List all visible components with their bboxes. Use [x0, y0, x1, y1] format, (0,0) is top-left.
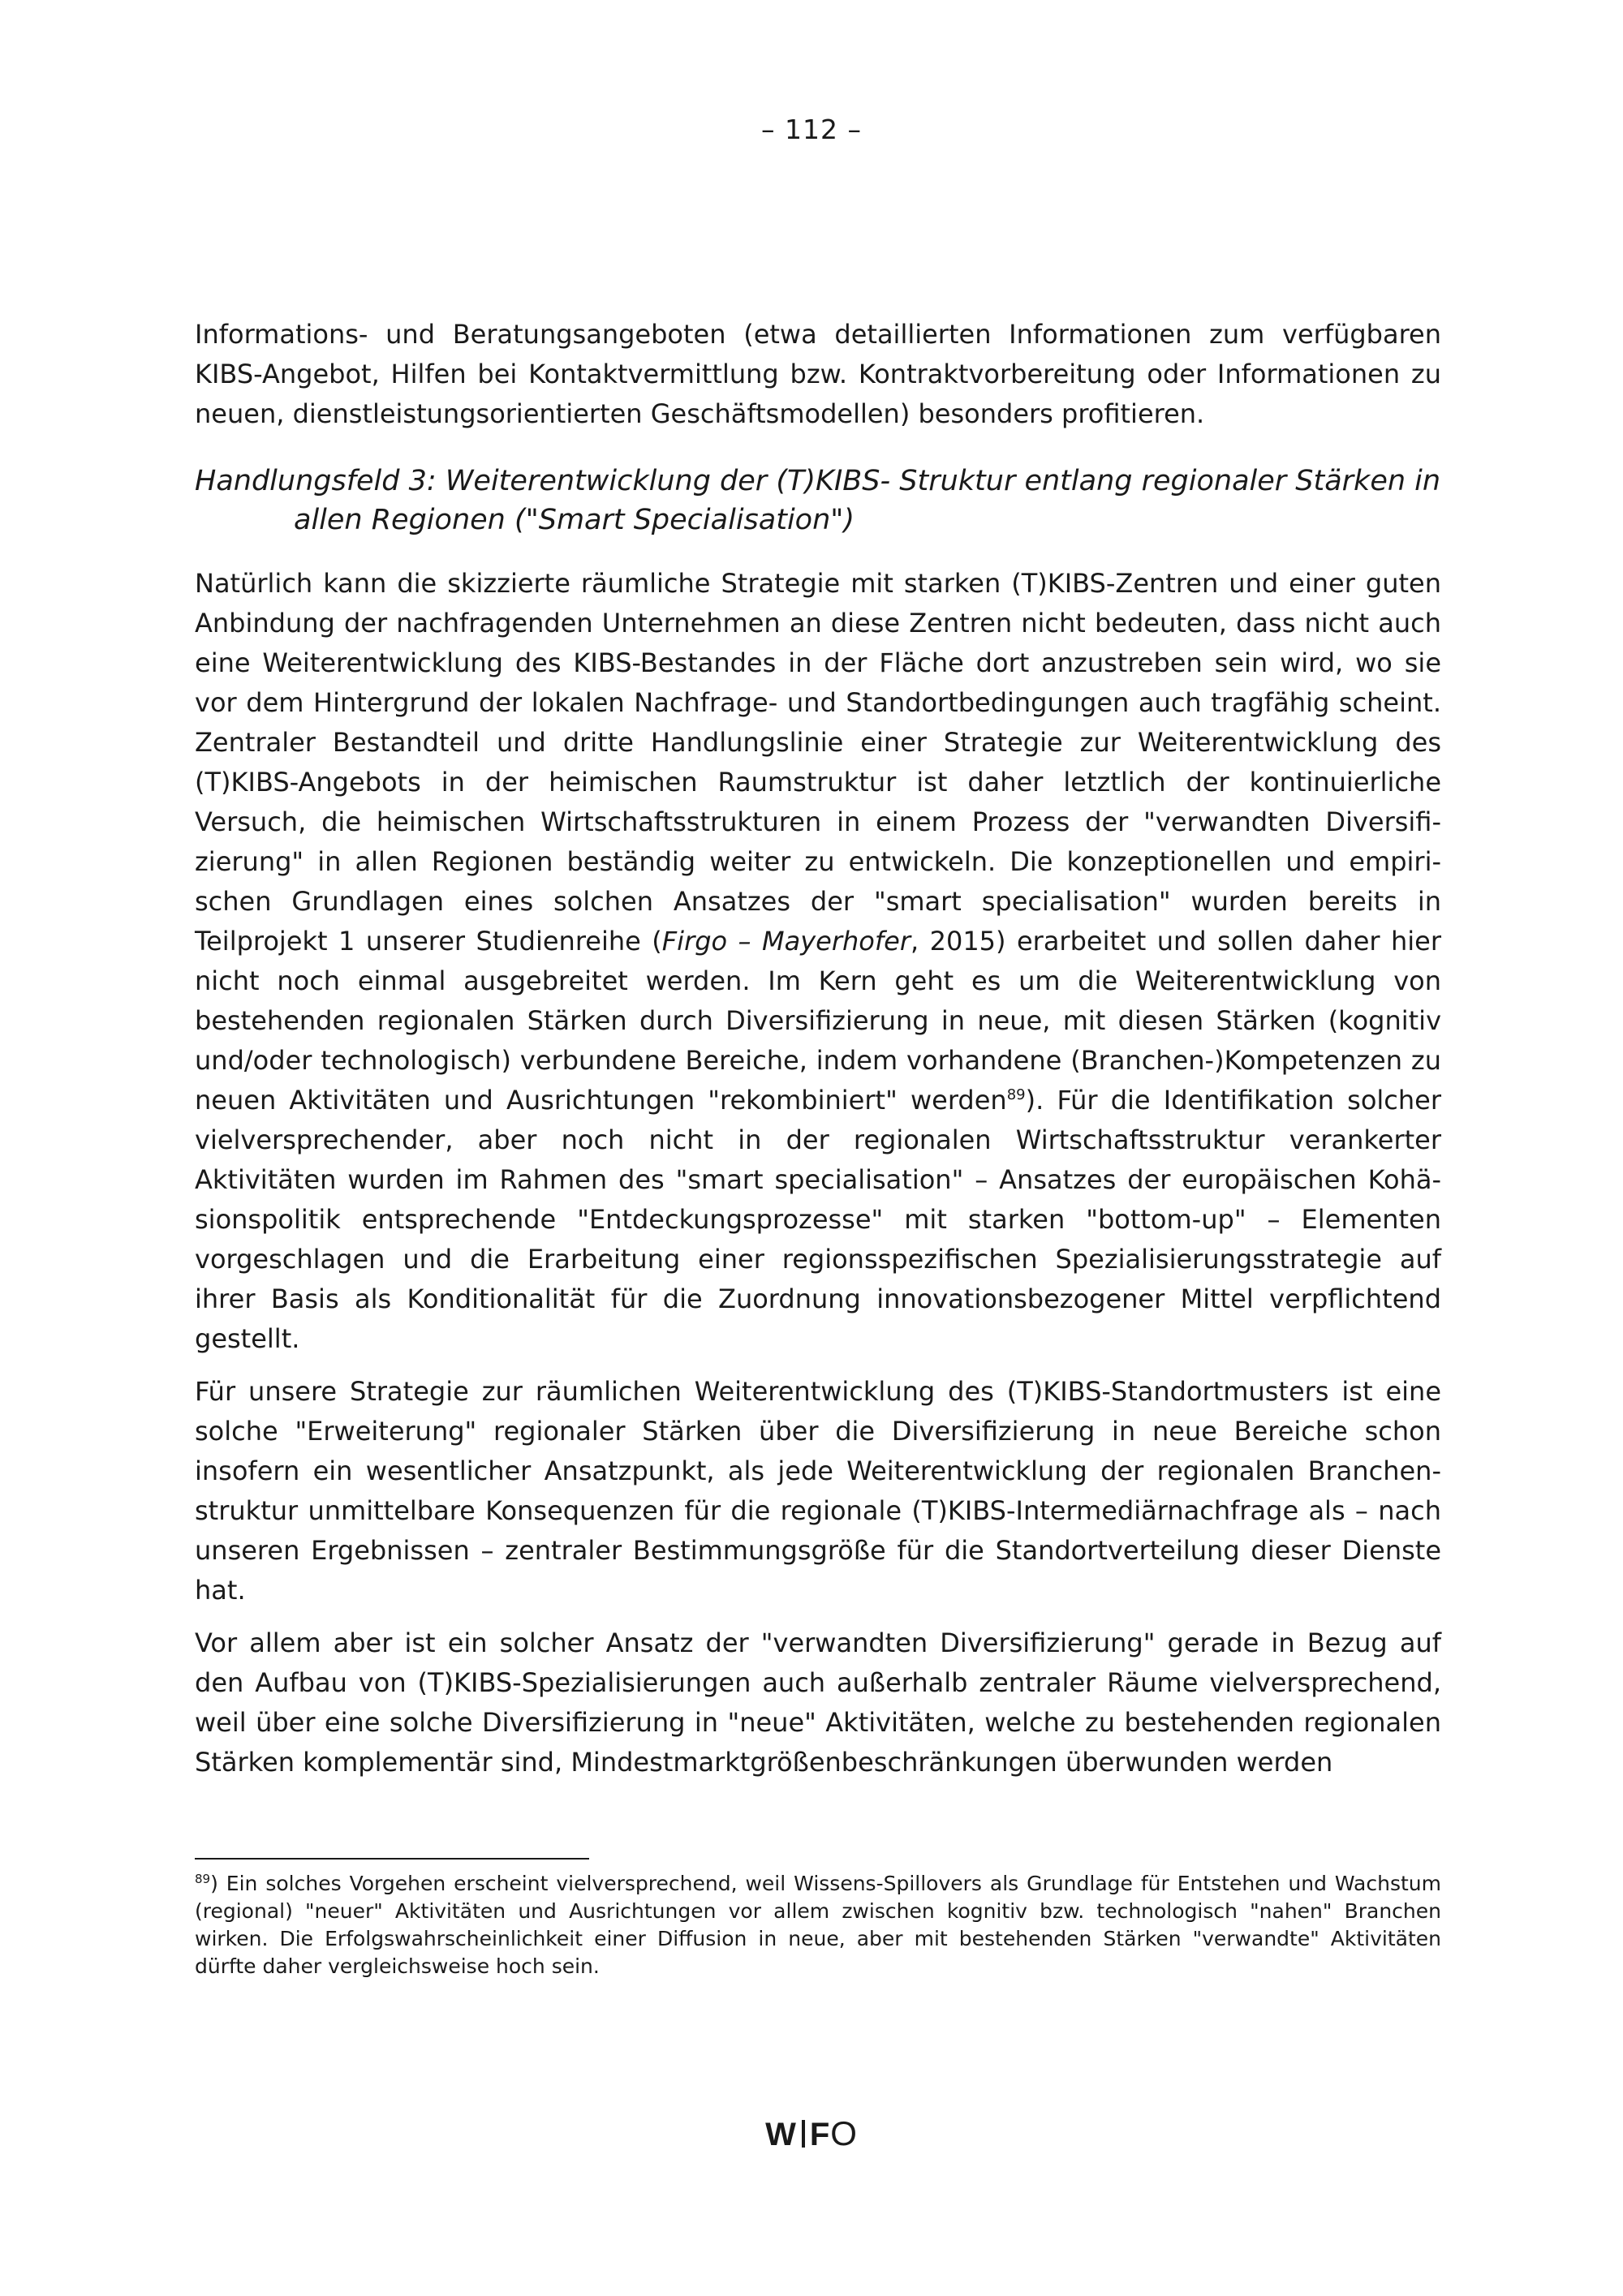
footnote-marker: 89 — [195, 1872, 211, 1886]
footnote-text: ) Ein solches Vorgehen erscheint vielversprechend, weil Wissens-Spillovers als Grundlage für Entstehen und Wachstum (regional) "neuer" Aktivitäten und Ausrichtungen vor allem zwischen kognitiv bzw. technologisch "nahen" Branchen wirken. Die Erfolgswahrscheinlichkeit einer Diffusion in neue, aber mit bestehenden Stärken "verwandte" Aktivitäten dürfte daher vergleichsweise hoch sein. — [195, 1872, 1441, 1978]
paragraph-2-part-c: ). Für die Identifikation solcher vielversprechender, aber noch nicht in der regionalen Wirtschaftsstruktur verankerter Aktivitäten wurden im Rahmen des "smart specialisation" – Ansatzes der europäischen Kohäsionspolitik entsprechende "Entdeckungsprozesse" mit starken "bottom-up" – Elementen vorgeschlagen und die Erarbeitung einer regionsspezifischen Spezialisierungsstrategie auf ihrer Basis als Konditionalität für die Zuordnung innovationsbezogener Mittel verpflichtend gestellt. — [195, 1085, 1442, 1354]
wifo-logo — [0, 2114, 1623, 2153]
paragraph-3: Für unsere Strategie zur räumlichen Weiterentwicklung des (T)KIBS-Standortmusters ist eine solche "Erweiterung" regionaler Stärken über die Diversifizierung in neue Bereiche schon insofern ein wesentlicher Ansatzpunkt, als jede Weiterentwicklung der regionalen Branchenstruktur unmittelbare Konsequenzen für die regionale (T)KIBS-Intermediärnachfrage als – nach unseren Ergebnissen – zentraler Bestimmungsgröße für die Standortverteilung dieser Dienste hat. — [195, 1376, 1441, 1606]
section-heading: Handlungsfeld 3: Weiterentwicklung der (T)KIBS- Struktur entlang regionaler Stärken in allen Regionen ("Smart Specialisation") — [195, 465, 1441, 536]
page-number: – 112 – — [761, 114, 862, 145]
logo-letter-o: O — [830, 2114, 858, 2152]
body-text — [195, 315, 1441, 1782]
citation: Firgo – Mayerhofer — [661, 926, 911, 957]
footnote-reference[interactable]: 89 — [1006, 1086, 1026, 1103]
logo-bar — [802, 2120, 805, 2148]
paragraph-2 — [195, 564, 1441, 1359]
footnote-divider — [195, 1858, 589, 1860]
paragraph-2-part-b: , 2015) erarbeitet und sollen daher hier nicht noch einmal ausgebreitet werden. Im Kern geht es um die Weiterentwicklung von bestehenden regionalen Stärken durch Diversifizierung in neue, mit diesen Stärken (kognitiv und/oder technologisch) verbundene Bereiche, indem vorhandene (Branchen-)Kompetenzen zu neuen Aktivitäten und Ausrichtungen "rekombiniert" werden — [195, 926, 1442, 1116]
paragraph-1: Informations- und Beratungsangeboten (etwa detaillierten Informationen zum verfügbaren KIBS-Angebot, Hilfen bei Kontaktvermittlung bzw. Kontraktvorbereitung oder Informationen zu neuen, dienstleistungsorientierten Geschäftsmodellen) besonders profitieren. — [195, 319, 1441, 429]
paragraph-4: Vor allem aber ist ein solcher Ansatz der "verwandten Diversifizierung" gerade in Bezug auf den Aufbau von (T)KIBS-Spezialisierungen auch außerhalb zentraler Räume vielversprechend, weil über eine solche Diversifizierung in "neue" Aktivitäten, welche zu bestehenden regionalen Stärken komplementär sind, Mindestmarktgrößenbeschränkungen überwunden werden — [195, 1627, 1441, 1778]
footnote — [195, 1870, 1441, 1980]
logo-letter-w: W — [765, 2117, 797, 2152]
logo-letter-f: F — [809, 2117, 831, 2152]
paragraph-2-part-a: Natürlich kann die skizzierte räumliche Strategie mit starken (T)KIBS-Zentren und einer guten Anbindung der nachfragenden Unternehmen an diese Zentren nicht bedeuten, dass nicht auch eine Weiterentwicklung des KIBS-Bestandes in der Fläche dort anzustreben sein wird, wo sie vor dem Hintergrund der lokalen Nachfrage- und Standortbedingungen auch tragfähig scheint. Zentraler Bestandteil und dritte Handlungslinie einer Strategie zur Weiterentwicklung des (T)KIBS-Angebots in der heimischen Raumstruktur ist daher letztlich der kontinuierliche Versuch, die heimischen Wirtschaftsstrukturen in einem Prozess der "verwandten Diversifizierung" in allen Regionen beständig weiter zu entwickeln. Die konzeptionellen und empirischen Grundlagen eines solchen Ansatzes der "smart specialisation" wurden bereits in Teilprojekt 1 unserer Studienreihe ( — [195, 568, 1441, 957]
